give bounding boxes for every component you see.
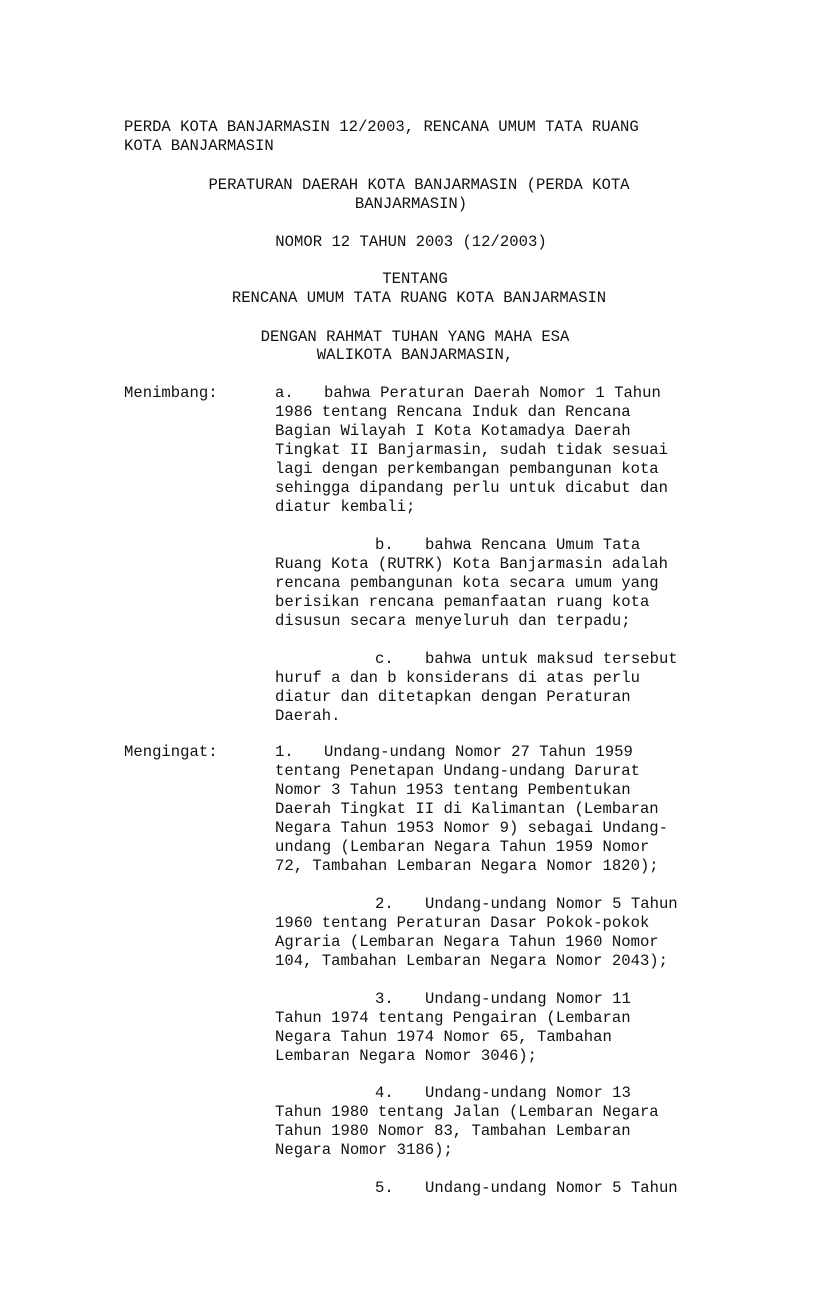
item-text-line: Tahun 1974 tentang Pengairan (Lembaran [275, 1009, 631, 1027]
item-text-line: Daerah Tingkat II di Kalimantan (Lembaran [275, 800, 659, 818]
regulation-heading-line-2: BANJARMASIN) [354, 195, 468, 213]
item-text-line: lagi dengan perkembangan pembangunan kota [275, 460, 659, 478]
item-text-line: Undang-undang Nomor 13 [425, 1084, 631, 1102]
item-marker: 3. [375, 990, 394, 1008]
document-title-line-1: PERDA KOTA BANJARMASIN 12/2003, RENCANA UMUM TATA RUANG [124, 118, 639, 136]
item-marker: 2. [375, 895, 394, 913]
item-text-line: Daerah. [275, 707, 341, 725]
document-title-line-2: KOTA BANJARMASIN [124, 137, 274, 155]
item-text-line: 72, Tambahan Lembaran Negara Nomor 1820); [275, 857, 659, 875]
mayor-line: WALIKOTA BANJARMASIN, [316, 346, 514, 364]
item-text-line: 1986 tentang Rencana Induk dan Rencana [275, 403, 631, 421]
item-text-line: Negara Tahun 1974 Nomor 65, Tambahan [275, 1028, 612, 1046]
item-text-line: Negara Nomor 3186); [275, 1141, 453, 1159]
item-text-line: tentang Penetapan Undang-undang Darurat [275, 762, 640, 780]
item-text-line: Bagian Wilayah I Kota Kotamadya Daerah [275, 422, 631, 440]
about-label: TENTANG [382, 270, 448, 288]
item-marker: c. [375, 650, 394, 668]
regulation-number: NOMOR 12 TAHUN 2003 (12/2003) [275, 233, 547, 251]
item-text-line: diatur kembali; [275, 498, 416, 516]
item-text-line: Undang-undang Nomor 5 Tahun [425, 1179, 678, 1197]
item-text-line: 104, Tambahan Lembaran Negara Nomor 2043); [275, 952, 669, 970]
item-marker: b. [375, 536, 394, 554]
item-text-line: Lembaran Negara Nomor 3046); [275, 1047, 538, 1065]
item-text-line: bahwa untuk maksud tersebut [425, 650, 678, 668]
regulation-heading-line-1: PERATURAN DAERAH KOTA BANJARMASIN (PERDA KOTA [208, 176, 630, 194]
item-marker: 5. [375, 1179, 394, 1197]
item-text-line: undang (Lembaran Negara Tahun 1959 Nomor [275, 838, 650, 856]
item-text-line: disusun secara menyeluruh dan terpadu; [275, 612, 631, 630]
item-text-line: bahwa Rencana Umum Tata [425, 536, 641, 554]
menimbang-label: Menimbang: [124, 384, 218, 402]
item-text-line: Tingkat II Banjarmasin, sudah tidak sesuai [275, 441, 669, 459]
item-text-line: rencana pembangunan kota secara umum yang [275, 574, 659, 592]
item-text-line: Ruang Kota (RUTRK) Kota Banjarmasin adalah [275, 555, 669, 573]
item-text-line: huruf a dan b konsiderans di atas perlu [275, 669, 640, 687]
item-text-line: diatur dan ditetapkan dengan Peraturan [275, 688, 631, 706]
item-text-line: Undang-undang Nomor 5 Tahun [425, 895, 678, 913]
item-text-line: berisikan rencana pemanfaatan ruang kota [275, 593, 650, 611]
blessing-line: DENGAN RAHMAT TUHAN YANG MAHA ESA [260, 328, 570, 346]
item-marker: 1. [275, 743, 294, 761]
item-text-line: Agraria (Lembaran Negara Tahun 1960 Nomor [275, 933, 659, 951]
item-text-line: 1960 tentang Peraturan Dasar Pokok-pokok [275, 914, 650, 932]
item-text-line: Undang-undang Nomor 11 [425, 990, 631, 1008]
item-text-line: Negara Tahun 1953 Nomor 9) sebagai Undang- [275, 819, 669, 837]
item-text-line: Undang-undang Nomor 27 Tahun 1959 [324, 743, 633, 761]
item-text-line: bahwa Peraturan Daerah Nomor 1 Tahun [324, 384, 661, 402]
about-subject: RENCANA UMUM TATA RUANG KOTA BANJARMASIN [231, 289, 607, 307]
mengingat-label: Mengingat: [124, 743, 218, 761]
item-text-line: Tahun 1980 Nomor 83, Tambahan Lembaran [275, 1122, 631, 1140]
item-text-line: Nomor 3 Tahun 1953 tentang Pembentukan [275, 781, 631, 799]
item-marker: 4. [375, 1084, 394, 1102]
item-marker: a. [275, 384, 294, 402]
item-text-line: Tahun 1980 tentang Jalan (Lembaran Negara [275, 1103, 659, 1121]
item-text-line: sehingga dipandang perlu untuk dicabut dan [275, 479, 669, 497]
